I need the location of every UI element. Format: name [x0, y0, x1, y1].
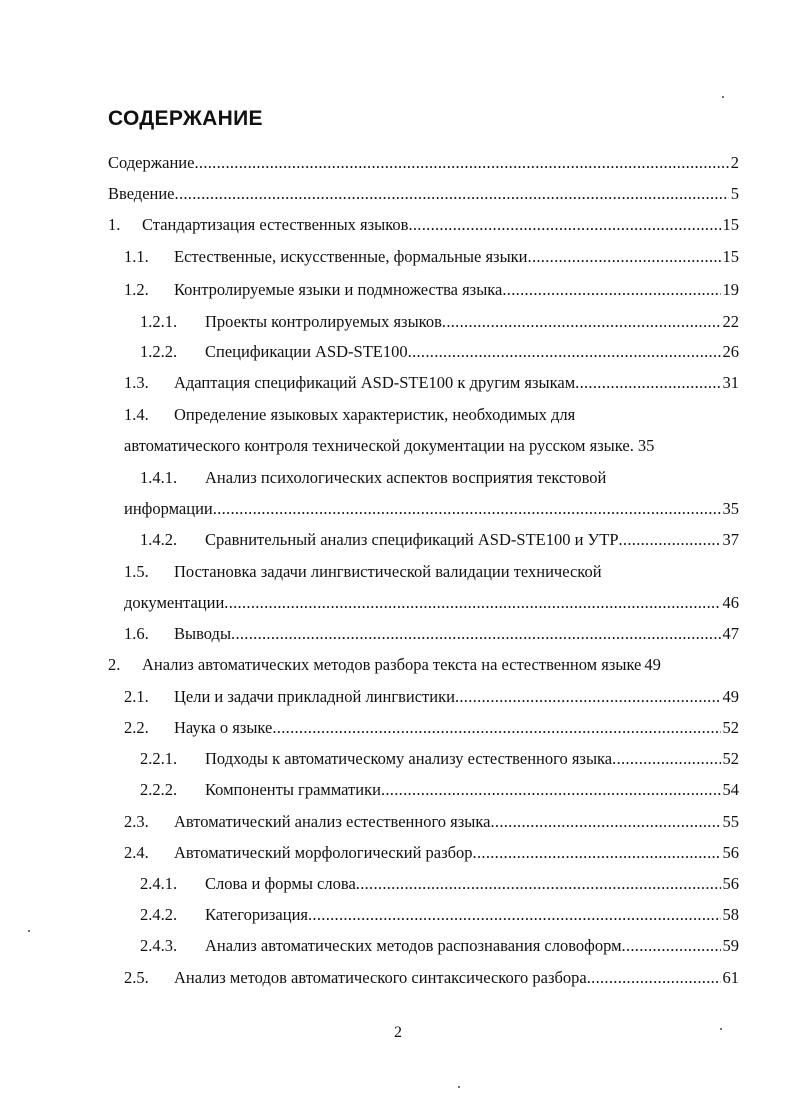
toc-entry-number: 1.5. — [124, 562, 149, 581]
page-title: СОДЕРЖАНИЕ — [108, 107, 263, 130]
toc-entry-title-continued: информации — [124, 499, 213, 518]
toc-leader-dots — [502, 278, 720, 302]
toc-entry-title: Наука о языке — [174, 718, 273, 737]
toc-entry-page: 55 — [722, 812, 739, 831]
toc-entry-page: 35 — [722, 499, 739, 518]
toc-entry-page: 61 — [722, 968, 739, 987]
toc-leader-dots — [194, 151, 728, 175]
toc-entry-page: 52 — [722, 749, 739, 768]
toc-entry-page: 56 — [722, 874, 739, 893]
toc-entry-page: 47 — [722, 624, 739, 643]
toc-entry-title: Анализ психологических аспектов восприятия текстовой — [205, 468, 607, 487]
toc-entry-page: 37 — [722, 530, 739, 549]
toc-entry-number: 1.4.2. — [140, 530, 178, 549]
toc-entry-title: Выводы — [174, 624, 232, 643]
toc-entry-line2[interactable] — [124, 434, 739, 458]
toc-leader-dots — [408, 213, 720, 237]
toc-entry-page: 15 — [722, 215, 739, 234]
toc-leader-dots — [356, 872, 721, 896]
toc-entry-title: Стандартизация естественных языков — [142, 215, 409, 234]
toc-entry-number: 2.3. — [124, 812, 149, 831]
toc-entry[interactable] — [140, 778, 739, 802]
toc-entry[interactable] — [140, 747, 739, 771]
toc-entry-title: Анализ автоматических методов разбора текста на естественном языке — [142, 655, 642, 674]
toc-entry[interactable] — [124, 810, 739, 834]
toc-entry-title: Категоризация — [205, 905, 308, 924]
scan-speck — [458, 1086, 460, 1088]
toc-entry-page: 46 — [722, 593, 739, 612]
toc-entry-title: Естественные, искусственные, формальные языки — [174, 247, 528, 266]
toc-entry-title: Сравнительный анализ спецификаций ASD-STE100 и УТР — [205, 530, 619, 549]
toc-entry-number: 1.2. — [124, 280, 149, 299]
toc-leader-dots — [575, 371, 720, 395]
toc-entry-number: 1.2.1. — [140, 312, 178, 331]
toc-leader-dots — [408, 340, 721, 364]
toc-entry-number: 1. — [108, 215, 121, 234]
toc-entry[interactable] — [140, 310, 739, 334]
toc-entry-title: Введение — [108, 184, 175, 203]
toc-leader-dots — [473, 841, 721, 865]
toc-entry-line2[interactable] — [124, 591, 739, 615]
toc-entry-title-continued: документации — [124, 593, 225, 612]
toc-entry-number: 2.1. — [124, 687, 149, 706]
scan-speck — [722, 96, 724, 98]
toc-entry[interactable] — [140, 340, 739, 364]
toc-entry[interactable] — [108, 151, 739, 175]
toc-entry-number: 2.2. — [124, 718, 149, 737]
toc-entry-title: Контролируемые языки и подмножества языка — [174, 280, 503, 299]
page-number: 2 — [394, 1024, 402, 1041]
toc-leader-dots — [272, 716, 720, 740]
toc-entry-page: 19 — [722, 280, 739, 299]
toc-entry-number: 2.2.1. — [140, 749, 178, 768]
toc-leader-dots — [587, 966, 721, 990]
toc-entry-title: Цели и задачи прикладной лингвистики — [174, 687, 455, 706]
toc-entry-page: 58 — [722, 905, 739, 924]
toc-entry-line1[interactable] — [124, 403, 739, 427]
toc-entry[interactable] — [140, 903, 739, 927]
toc-entry[interactable] — [124, 622, 739, 646]
toc-leader-dots — [175, 182, 729, 206]
toc-entry[interactable] — [140, 872, 739, 896]
toc-entry[interactable] — [124, 716, 739, 740]
toc-entry-number: 1.3. — [124, 373, 149, 392]
toc-entry-title: Автоматический морфологический разбор — [174, 843, 473, 862]
toc-entry[interactable] — [124, 371, 739, 395]
toc-entry-title: Автоматический анализ естественного языка — [174, 812, 491, 831]
toc-entry-number: 1.4. — [124, 405, 149, 424]
toc-entry[interactable] — [124, 841, 739, 865]
toc-entry-title: Спецификации ASD-STE100 — [205, 342, 408, 361]
toc-entry-page: 49 — [644, 655, 661, 674]
toc-leader-dots — [619, 528, 721, 552]
toc-entry-title: Слова и формы слова — [205, 874, 356, 893]
toc-leader-dots — [455, 685, 721, 709]
toc-leader-dots — [231, 622, 720, 646]
toc-entry-title: Компоненты грамматики — [205, 780, 381, 799]
toc-leader-dots — [213, 497, 721, 521]
toc-entry-page: 2 — [730, 153, 739, 172]
toc-entry-page: 15 — [722, 247, 739, 266]
toc-entry[interactable] — [124, 278, 739, 302]
toc-entry-line1[interactable] — [124, 560, 739, 584]
toc-entry-page: 54 — [722, 780, 739, 799]
toc-entry-page: 35 — [637, 436, 655, 455]
scan-speck — [28, 930, 30, 932]
toc-entry-page: 31 — [722, 373, 739, 392]
toc-entry-number: 2.4. — [124, 843, 149, 862]
toc-entry-number: 1.6. — [124, 624, 149, 643]
toc-entry-line1[interactable] — [140, 466, 739, 490]
toc-entry[interactable] — [124, 245, 739, 269]
toc-entry[interactable] — [140, 528, 739, 552]
toc-leader-dots — [442, 310, 721, 334]
toc-entry-number: 1.4.1. — [140, 468, 178, 487]
toc-entry[interactable] — [108, 653, 739, 677]
toc-entry-title: Анализ автоматических методов распознавания словоформ — [205, 936, 622, 955]
toc-entry-line2[interactable] — [124, 497, 739, 521]
toc-entry-title: Содержание — [108, 153, 195, 172]
toc-entry-title: Подходы к автоматическому анализу естественного языка — [205, 749, 613, 768]
toc-entry-page: 5 — [730, 184, 739, 203]
toc-entry-title: Постановка задачи лингвистической валидации технической — [174, 562, 602, 581]
toc-entry[interactable] — [140, 934, 739, 958]
toc-entry-title: Определение языковых характеристик, необходимых для — [174, 405, 576, 424]
toc-leader-dots — [308, 903, 721, 927]
toc-entry-title: Адаптация спецификаций ASD-STE100 к другим языкам — [174, 373, 576, 392]
toc-entry-number: 2. — [108, 655, 121, 674]
toc-entry-number: 2.4.2. — [140, 905, 178, 924]
toc-entry[interactable] — [108, 213, 739, 237]
toc-entry-page: 52 — [722, 718, 739, 737]
toc-entry-number: 1.2.2. — [140, 342, 178, 361]
toc-entry-number: 1.1. — [124, 247, 149, 266]
toc-entry-page: 26 — [722, 342, 739, 361]
toc-leader-dots — [490, 810, 720, 834]
toc-entry-number: 2.2.2. — [140, 780, 178, 799]
toc-entry[interactable] — [108, 182, 739, 206]
toc-entry-page: 59 — [722, 936, 739, 955]
toc-entry[interactable] — [124, 685, 739, 709]
toc-entry-title-continued: автоматического контроля технической документации на русском языке. — [124, 436, 634, 455]
toc-entry-number: 2.4.1. — [140, 874, 178, 893]
scan-speck — [720, 1028, 722, 1030]
toc-leader-dots — [381, 778, 721, 802]
toc-entry-page: 49 — [722, 687, 739, 706]
toc-leader-dots — [224, 591, 720, 615]
toc-entry-title: Анализ методов автоматического синтаксического разбора — [174, 968, 587, 987]
toc-leader-dots — [528, 245, 721, 269]
toc-leader-dots — [622, 934, 721, 958]
toc-entry-title: Проекты контролируемых языков — [205, 312, 442, 331]
toc-entry-page: 22 — [722, 312, 739, 331]
toc-entry[interactable] — [124, 966, 739, 990]
toc-entry-number: 2.5. — [124, 968, 149, 987]
toc-entry-number: 2.4.3. — [140, 936, 178, 955]
toc-leader-dots — [612, 747, 720, 771]
toc-entry-page: 56 — [722, 843, 739, 862]
